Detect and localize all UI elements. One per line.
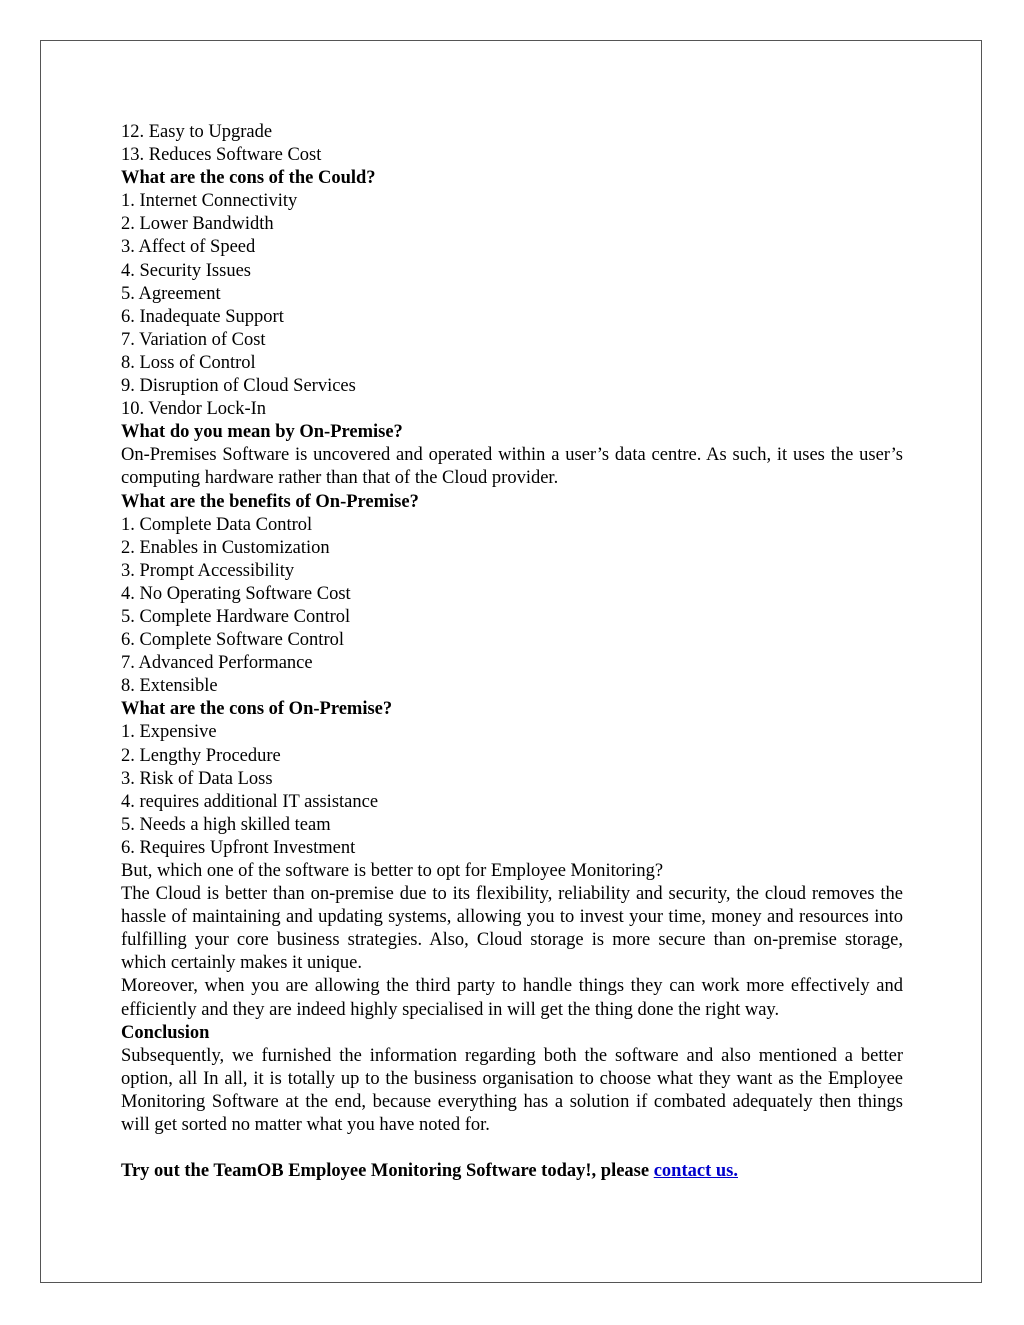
on-premise-meaning-heading: What do you mean by On-Premise? <box>121 422 403 443</box>
cloud-cons-heading: What are the cons of the Could? <box>121 168 376 189</box>
conclusion-heading: Conclusion <box>121 1022 210 1043</box>
cloud-benefits-tail-list <box>121 121 903 167</box>
comparison-paragraph: The Cloud is better than on-premise due to its flexibility, reliability and security, the cloud removes the hassle of maintaining and updating systems, allowing you to invest your time, money and resources into fulfilling your core business strategies. Also, Cloud storage is more secure than on-premise storage, which certainly makes it unique. <box>121 884 903 974</box>
list-item: 8. Extensible <box>121 676 218 697</box>
spacer <box>121 1137 903 1160</box>
list-item: 4. No Operating Software Cost <box>121 583 351 604</box>
list-item: 4. requires additional IT assistance <box>121 791 379 812</box>
list-item: 1. Expensive <box>121 722 217 743</box>
on-premise-benefits-heading: What are the benefits of On-Premise? <box>121 491 419 512</box>
list-item: 5. Needs a high skilled team <box>121 814 331 835</box>
on-premise-cons-heading: What are the cons of On-Premise? <box>121 699 393 720</box>
list-item: 8. Loss of Control <box>121 352 256 373</box>
list-item: 7. Variation of Cost <box>121 329 266 350</box>
list-item: 3. Prompt Accessibility <box>121 560 295 581</box>
cloud-cons-list <box>121 190 903 421</box>
list-item: 5. Agreement <box>121 283 221 304</box>
on-premise-cons-list <box>121 721 903 860</box>
comparison-paragraph: Moreover, when you are allowing the third party to handle things they can work more effectively and efficiently and they are indeed highly specialised in will get the thing done the right way. <box>121 976 903 1020</box>
list-item: 6. Requires Upfront Investment <box>121 837 356 858</box>
list-item: 7. Advanced Performance <box>121 653 313 674</box>
list-item: 2. Lengthy Procedure <box>121 745 281 766</box>
on-premise-benefits-list <box>121 514 903 699</box>
comparison-question: But, which one of the software is better to opt for Employee Monitoring? <box>121 861 664 881</box>
list-item: 6. Inadequate Support <box>121 306 284 327</box>
conclusion-text: Subsequently, we furnished the information regarding both the software and also mentioned a better option, all In all, it is totally up to the business organisation to choose what they want as the Employee Monitoring Software at the end, because everything has a solution if combated adequately then things will get sorted no matter what you have noted for. <box>121 1045 903 1136</box>
list-item: 3. Risk of Data Loss <box>121 768 273 789</box>
list-item: 9. Disruption of Cloud Services <box>121 376 356 397</box>
list-item: 5. Complete Hardware Control <box>121 606 351 627</box>
list-item: 12. Easy to Upgrade <box>121 122 273 142</box>
list-item: 3. Affect of Speed <box>121 237 256 258</box>
call-to-action <box>121 1160 903 1183</box>
contact-us-link[interactable]: contact us. <box>653 1161 738 1182</box>
list-item: 2. Lower Bandwidth <box>121 214 274 235</box>
list-item: 13. Reduces Software Cost <box>121 145 322 166</box>
call-to-action-text: Try out the TeamOB Employee Monitoring Software today!, please <box>121 1161 654 1182</box>
list-item: 6. Complete Software Control <box>121 630 344 651</box>
list-item: 4. Security Issues <box>121 260 251 281</box>
list-item: 1. Internet Connectivity <box>121 191 298 212</box>
list-item: 1. Complete Data Control <box>121 514 313 535</box>
list-item: 10. Vendor Lock-In <box>121 399 267 420</box>
on-premise-meaning-text: On-Premises Software is uncovered and operated within a user’s data centre. As such, it uses the user’s computing hardware rather than that of the Cloud provider. <box>121 445 903 489</box>
document-body <box>121 121 903 1183</box>
list-item: 2. Enables in Customization <box>121 537 330 558</box>
